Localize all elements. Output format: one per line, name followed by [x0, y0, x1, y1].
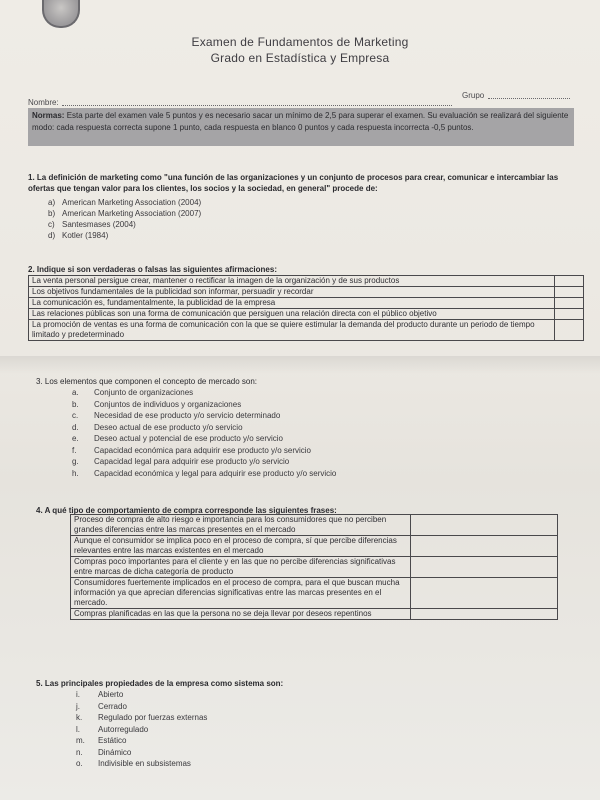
question-4-table [70, 514, 558, 620]
option-key: m. [76, 736, 85, 745]
table-row [71, 609, 558, 620]
option-text: Dinámico [98, 747, 132, 757]
question-3: 3. Los elementos que componen el concepto de mercado son: [36, 377, 258, 386]
answer-cell[interactable] [411, 515, 558, 536]
option-item[interactable] [48, 208, 201, 219]
table-row [29, 320, 584, 341]
exam-subtitle: Grado en Estadística y Empresa [210, 51, 390, 65]
option-item[interactable] [72, 399, 336, 411]
option-text: Conjuntos de individuos y organizaciones [94, 399, 242, 409]
table-row [29, 298, 584, 309]
option-key: i. [76, 690, 80, 699]
answer-cell[interactable] [411, 557, 558, 578]
option-text: Regulado por fuerzas externas [98, 713, 208, 722]
norms-text: Esta parte del examen vale 5 puntos y es necesario sacar un mínimo de 2,5 para superar el examen. Su evaluación se realizará del siguiente modo: cada respuesta correcta supone 1 punto, cada respuesta en blanco 0 puntos y cada respuesta incorrecta -0,5 puntos. [32, 111, 569, 132]
question-2-table [28, 275, 584, 341]
option-key: a) [48, 198, 56, 207]
option-text: American Marketing Association (2007) [62, 209, 202, 218]
question-1: 1. La definición de marketing como "una función de las organizaciones y un conjunto de procesos para crear, comunicar e intercambiar las ofertas que tengan valor para los clientes, los socios y la sociedad, en general" procede de: [28, 173, 559, 193]
option-text: Conjunto de organizaciones [94, 388, 194, 397]
question-1-options [48, 197, 201, 241]
table-row [71, 536, 558, 557]
answer-cell[interactable] [555, 287, 584, 298]
option-item[interactable] [48, 197, 201, 208]
option-key: c. [72, 411, 79, 420]
statement-cell: La promoción de ventas es una forma de comunicación con la que se quiere estimular la demanda del producto durante un periodo de tiempo limitado y predeterminado [29, 320, 555, 341]
option-text: American Marketing Association (2004) [62, 198, 202, 207]
option-key: g. [72, 457, 79, 466]
option-key: c) [48, 220, 55, 229]
option-item[interactable] [48, 219, 201, 230]
question-4: 4. A qué tipo de comportamiento de compra corresponde las siguientes frases: [36, 506, 337, 515]
option-item[interactable] [72, 422, 336, 434]
option-text: Estático [98, 736, 127, 745]
answer-cell[interactable] [555, 298, 584, 309]
option-item[interactable] [76, 724, 207, 736]
option-item[interactable] [72, 468, 336, 480]
statement-cell: Consumidores fuertemente implicados en el proceso de compra, para el que buscan mucha información ya que aprecian diferencias significativas entre las marcas presentes en el mercado. [71, 578, 411, 609]
exam-title: Examen de Fundamentos de Marketing [191, 35, 409, 49]
answer-cell[interactable] [555, 320, 584, 341]
option-item[interactable] [72, 445, 336, 457]
question-5: 5. Las principales propiedades de la empresa como sistema son: [36, 679, 284, 688]
norms-box [28, 108, 574, 146]
table-row [71, 578, 558, 609]
answer-cell[interactable] [555, 309, 584, 320]
option-key: b. [72, 399, 79, 409]
option-key: l. [76, 724, 80, 734]
statement-cell: Los objetivos fundamentales de la publicidad son informar, persuadir y recordar [29, 287, 555, 298]
table-row [29, 309, 584, 320]
question-5-options [76, 689, 207, 770]
answer-cell[interactable] [411, 578, 558, 609]
option-key: a. [72, 388, 79, 397]
question-3-options [72, 387, 336, 479]
statement-cell: Compras planificadas en las que la persona no se deja llevar por deseos repentinos [71, 609, 411, 620]
option-key: b) [48, 209, 56, 218]
option-item[interactable] [76, 747, 207, 759]
grupo-label: Grupo [462, 91, 485, 100]
option-item[interactable] [76, 712, 207, 724]
option-key: n. [76, 747, 83, 757]
statement-cell: La comunicación es, fundamentalmente, la publicidad de la empresa [29, 298, 555, 309]
table-row [29, 287, 584, 298]
answer-cell[interactable] [555, 276, 584, 287]
answer-cell[interactable] [411, 536, 558, 557]
option-item[interactable] [76, 758, 207, 770]
option-text: Deseo actual y potencial de ese producto y/o servicio [94, 434, 283, 443]
option-text: Capacidad económica para adquirir ese producto y/o servicio [94, 445, 312, 455]
option-text: Autorregulado [98, 724, 149, 734]
table-row [29, 276, 584, 287]
norms-label: Normas: [32, 111, 65, 120]
option-key: o. [76, 759, 83, 768]
option-item[interactable] [72, 387, 336, 399]
statement-cell: Proceso de compra de alto riesgo e importancia para los consumidores que no perciben grandes diferencias entre las marcas presentes en el mercado [71, 515, 411, 536]
option-item[interactable] [48, 230, 201, 241]
option-item[interactable] [76, 689, 207, 701]
option-text: Cerrado [98, 701, 127, 711]
option-item[interactable] [76, 735, 207, 747]
option-key: d. [72, 422, 79, 432]
statement-cell: Compras poco importantes para el cliente y en las que no percibe diferencias significativas entre marcas de dicha categoría de producto [71, 557, 411, 578]
option-item[interactable] [72, 410, 336, 422]
answer-cell[interactable] [411, 609, 558, 620]
option-key: j. [76, 701, 80, 711]
option-key: f. [72, 445, 77, 455]
grupo-field[interactable] [488, 98, 570, 99]
option-text: Necesidad de ese producto y/o servicio determinado [94, 411, 281, 420]
paper-fold [0, 356, 600, 374]
option-text: Kotler (1984) [62, 231, 109, 240]
option-key: k. [76, 713, 83, 722]
table-row [71, 515, 558, 536]
option-text: Santesmases (2004) [62, 220, 136, 229]
option-text: Capacidad legal para adquirir ese producto y/o servicio [94, 457, 290, 466]
option-item[interactable] [76, 701, 207, 713]
statement-cell: La venta personal persigue crear, mantener o rectificar la imagen de la organización y de sus productos [29, 276, 555, 287]
option-key: d) [48, 231, 56, 240]
statement-cell: Las relaciones públicas son una forma de comunicación que persiguen una relación directa con el público objetivo [29, 309, 555, 320]
table-row [71, 557, 558, 578]
option-item[interactable] [72, 433, 336, 445]
option-item[interactable] [72, 456, 336, 468]
question-2: 2. Indique si son verdaderas o falsas las siguientes afirmaciones: [28, 265, 277, 274]
option-text: Abierto [98, 690, 124, 699]
nombre-label: Nombre: [28, 98, 59, 107]
statement-cell: Aunque el consumidor se implica poco en el proceso de compra, sí que percibe diferencias relevantes entre las marcas existentes en el mercado [71, 536, 411, 557]
option-text: Deseo actual de ese producto y/o servicio [94, 422, 243, 432]
nombre-field[interactable] [62, 105, 452, 106]
option-key: h. [72, 468, 79, 478]
option-text: Indivisible en subsistemas [98, 759, 191, 768]
option-key: e. [72, 434, 79, 443]
option-text: Capacidad económica y legal para adquirir ese producto y/o servicio [94, 468, 337, 478]
